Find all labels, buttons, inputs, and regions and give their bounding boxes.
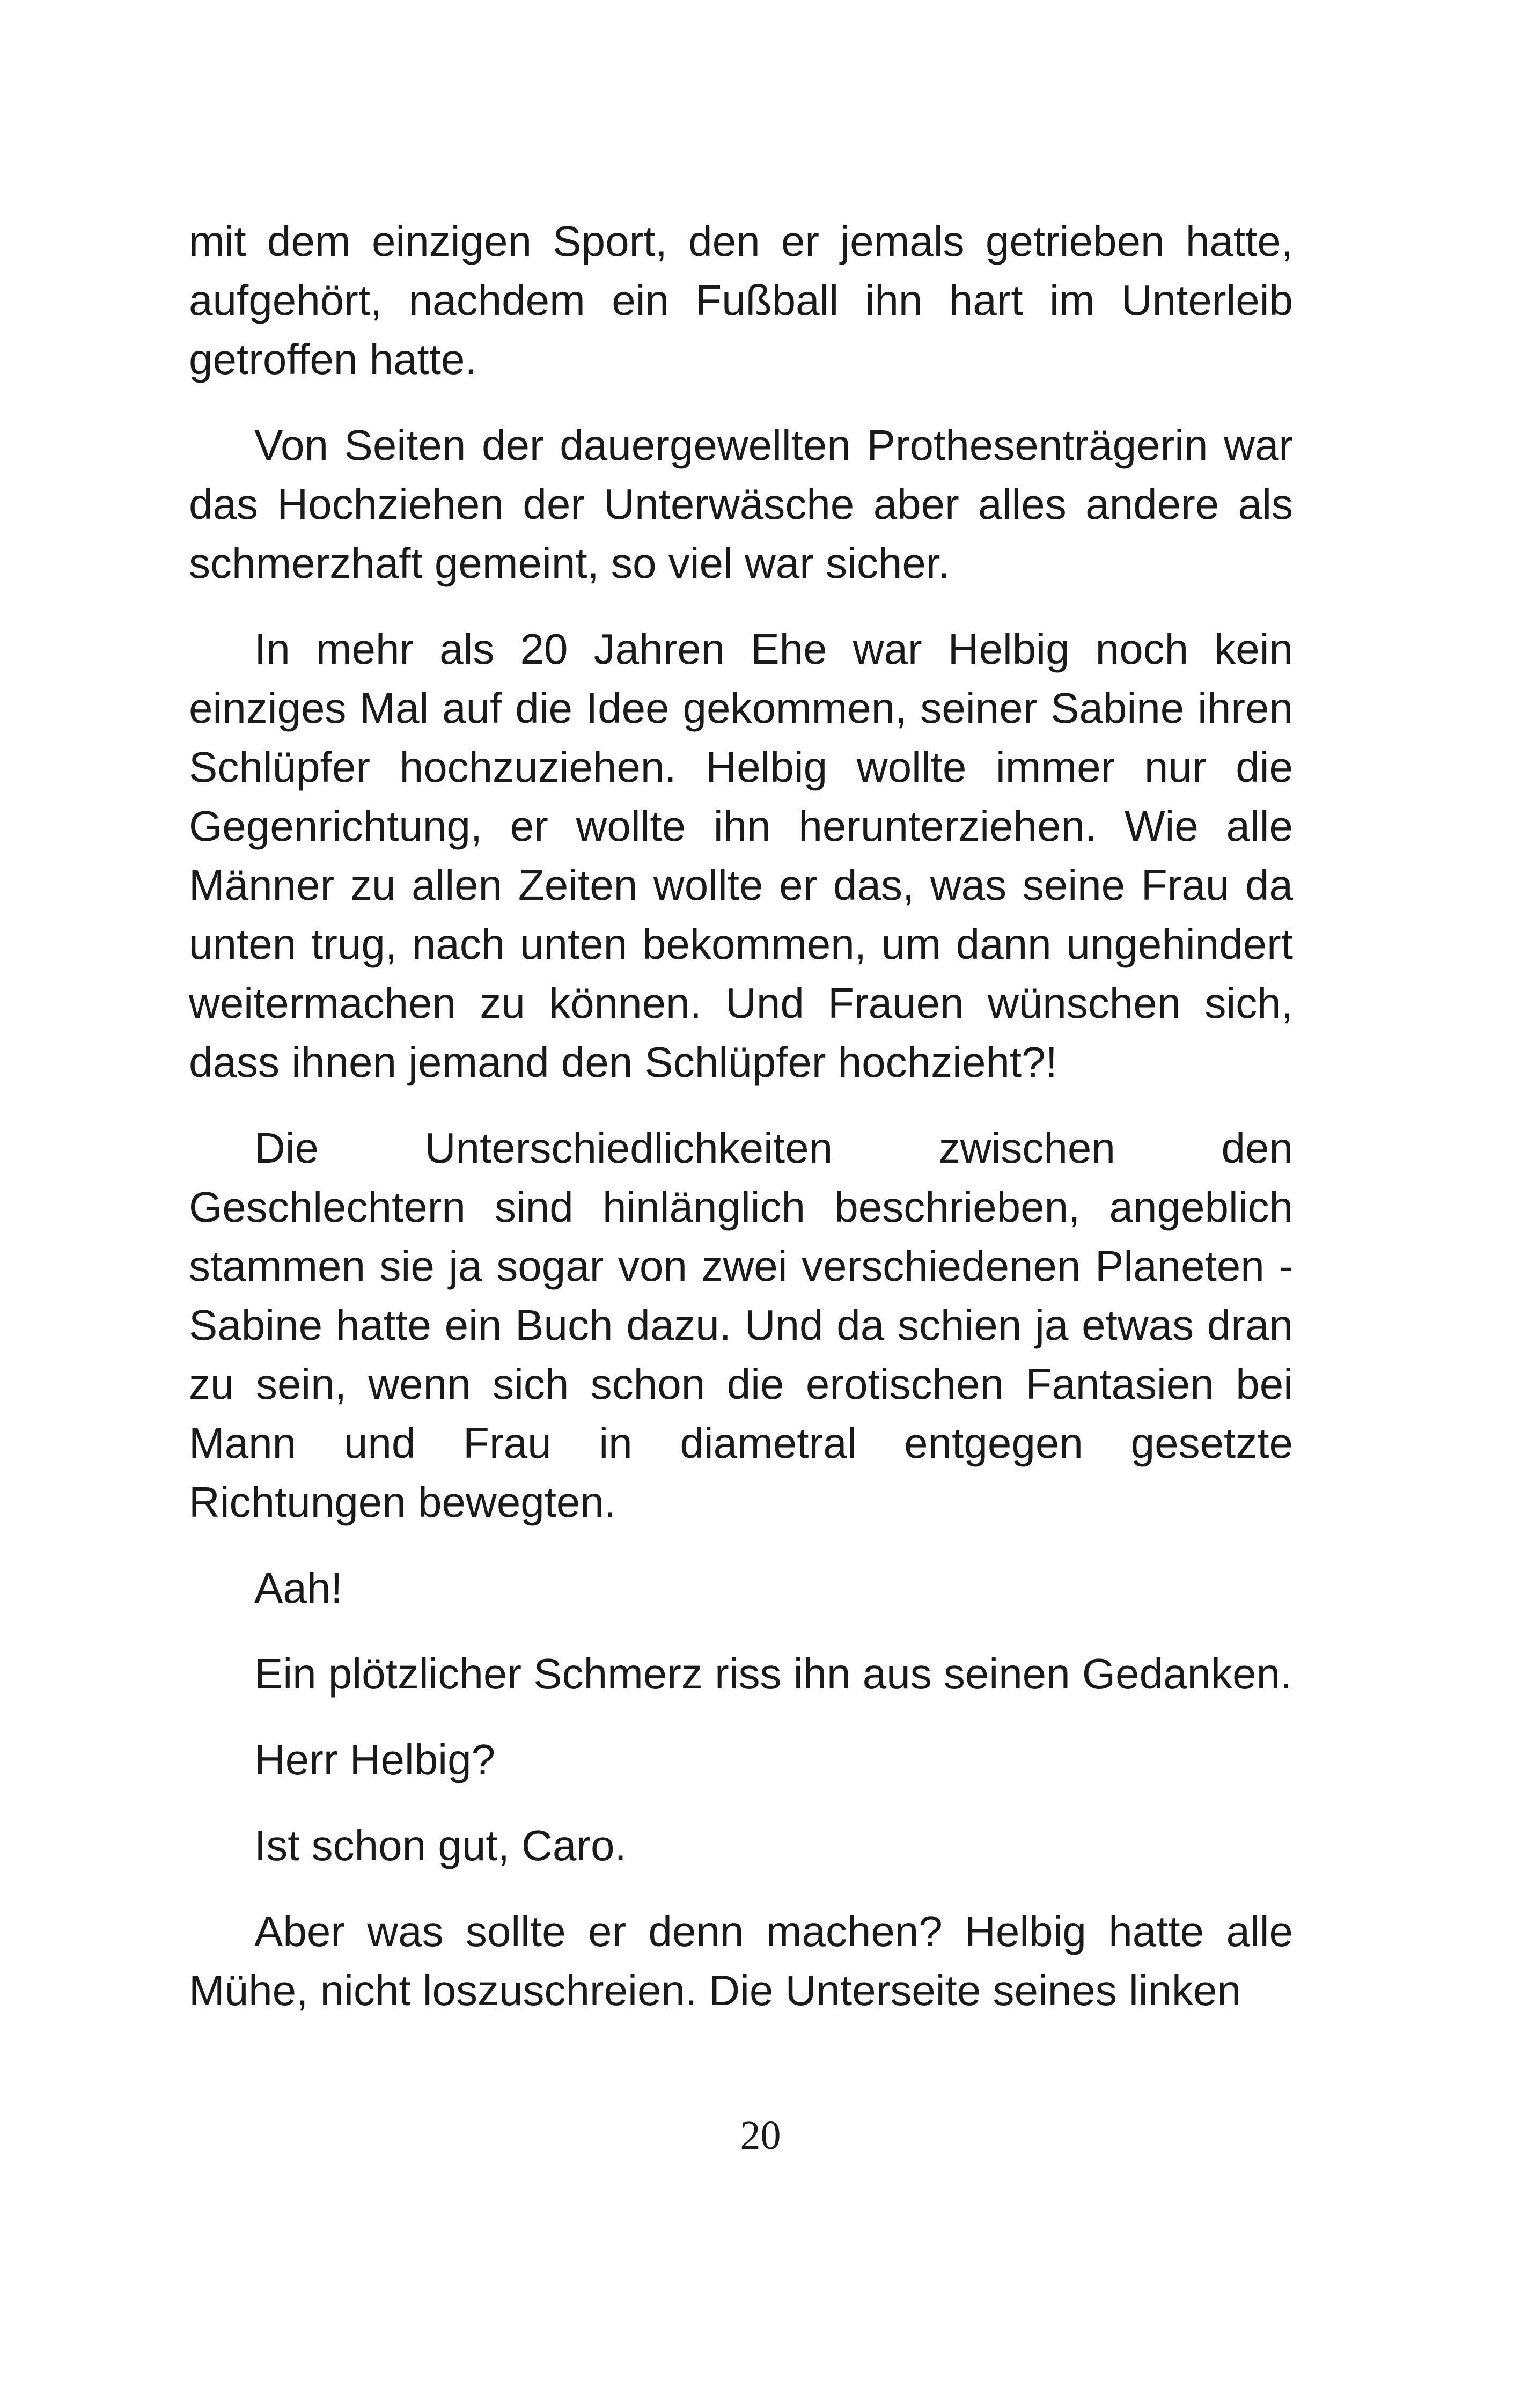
paragraph-6: Ein plötzlicher Schmerz riss ihn aus seinen Gedanken.	[254, 1650, 1292, 1698]
paragraph-9: Aber was sollte er denn machen? Helbig hatte alle Mühe, nicht loszuschreien. Die Unterseite seines linken	[189, 1907, 1293, 2014]
paragraph-3: In mehr als 20 Jahren Ehe war Helbig noch kein einziges Mal auf die Idee gekommen, seiner Sabine ihren Schlüpfer hochzuziehen. Helbig wollte immer nur die Gegenrichtung, er wollte ihn herunterziehen. Wie alle Männer zu allen Zeiten wollte er das, was seine Frau da unten trug, nach unten bekommen, um dann ungehindert weitermachen zu können. Und Frauen wünschen sich, dass ihnen jemand den Schlüpfer hochzieht?!	[189, 625, 1293, 1086]
paragraph-2: Von Seiten der dauergewellten Prothesenträgerin war das Hochziehen der Unterwäsche aber alles andere als schmerzhaft gemeint, so viel war sicher.	[189, 421, 1293, 587]
paragraph-4: Die Unterschiedlichkeiten zwischen den Geschlechtern sind hinlänglich beschrieben, angeblich stammen sie ja sogar von zwei verschiedenen Planeten - Sabine hatte ein Buch dazu. Und da schien ja etwas dran zu sein, wenn sich schon die erotischen Fantasien bei Mann und Frau in diametral entgegen gesetzte Richtungen bewegten.	[189, 1124, 1293, 1526]
paragraph-7: Herr Helbig?	[254, 1736, 496, 1783]
paragraph-5: Aah!	[254, 1564, 343, 1612]
paragraph-1: mit dem einzigen Sport, den er jemals getrieben hatte, aufgehört, nachdem ein Fußball ihn hart im Unterleib getroffen hatte.	[189, 217, 1293, 383]
paragraph-8: Ist schon gut, Caro.	[254, 1822, 627, 1869]
page-body	[189, 212, 1293, 2047]
page-number: 20	[740, 2113, 781, 2158]
